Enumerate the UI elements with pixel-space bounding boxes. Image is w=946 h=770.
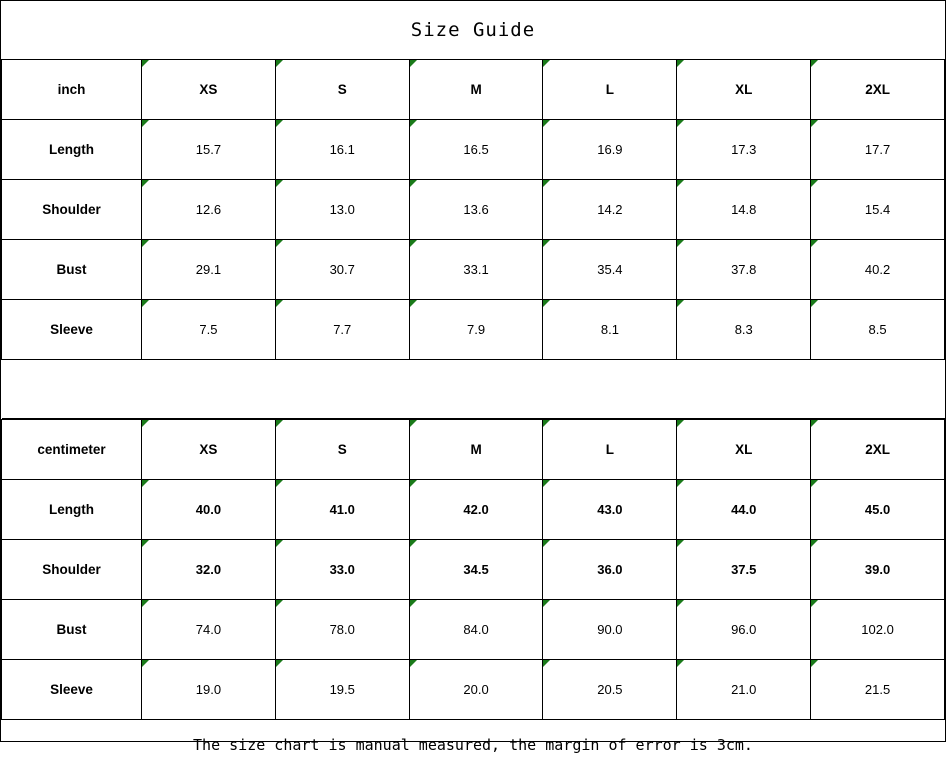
- cell-length-m: 16.5: [409, 120, 543, 180]
- table-row: [2, 540, 945, 600]
- cell-shoulder-xl: 14.8: [677, 180, 811, 240]
- cell-sleeve-xl: 8.3: [677, 300, 811, 360]
- row-label-bust: Bust: [2, 600, 142, 660]
- size-header-l: L: [543, 420, 677, 480]
- cell-length-xs: 15.7: [142, 120, 276, 180]
- size-header-xl: XL: [677, 420, 811, 480]
- cell-bust-xs: 29.1: [142, 240, 276, 300]
- cell-length-l: 16.9: [543, 120, 677, 180]
- cell-bust-s: 30.7: [275, 240, 409, 300]
- cell-shoulder-m: 34.5: [409, 540, 543, 600]
- cell-sleeve-s: 19.5: [275, 660, 409, 720]
- cell-sleeve-l: 20.5: [543, 660, 677, 720]
- cell-sleeve-xs: 19.0: [142, 660, 276, 720]
- size-header-2xl: 2XL: [811, 60, 945, 120]
- unit-label-inch: inch: [2, 60, 142, 120]
- cell-shoulder-m: 13.6: [409, 180, 543, 240]
- cell-shoulder-xs: 12.6: [142, 180, 276, 240]
- cell-sleeve-2xl: 8.5: [811, 300, 945, 360]
- cell-length-l: 43.0: [543, 480, 677, 540]
- cell-length-s: 16.1: [275, 120, 409, 180]
- table-row: [2, 240, 945, 300]
- cell-bust-xl: 37.8: [677, 240, 811, 300]
- table-row: [2, 660, 945, 720]
- inch-table-body: [2, 60, 945, 419]
- row-label-bust: Bust: [2, 240, 142, 300]
- cell-bust-xs: 74.0: [142, 600, 276, 660]
- row-label-length: Length: [2, 120, 142, 180]
- cell-length-2xl: 17.7: [811, 120, 945, 180]
- cell-shoulder-xs: 32.0: [142, 540, 276, 600]
- cell-sleeve-s: 7.7: [275, 300, 409, 360]
- measurement-disclaimer: The size chart is manual measured, the margin of error is 3cm.: [193, 736, 753, 754]
- cell-length-xs: 40.0: [142, 480, 276, 540]
- size-header-m: M: [409, 420, 543, 480]
- size-table-centimeter: [1, 419, 945, 720]
- row-label-shoulder: Shoulder: [2, 180, 142, 240]
- cell-shoulder-l: 14.2: [543, 180, 677, 240]
- size-header-s: S: [275, 420, 409, 480]
- cell-shoulder-xl: 37.5: [677, 540, 811, 600]
- cell-shoulder-s: 13.0: [275, 180, 409, 240]
- unit-label-centimeter: centimeter: [2, 420, 142, 480]
- table-row: [2, 120, 945, 180]
- cell-bust-l: 90.0: [543, 600, 677, 660]
- cell-bust-l: 35.4: [543, 240, 677, 300]
- size-header-s: S: [275, 60, 409, 120]
- cell-bust-m: 33.1: [409, 240, 543, 300]
- cell-sleeve-xl: 21.0: [677, 660, 811, 720]
- spacer-cell: [2, 360, 945, 419]
- cell-shoulder-2xl: 39.0: [811, 540, 945, 600]
- size-header-2xl: 2XL: [811, 420, 945, 480]
- cell-length-xl: 44.0: [677, 480, 811, 540]
- table-row: [2, 180, 945, 240]
- cell-length-s: 41.0: [275, 480, 409, 540]
- size-header-l: L: [543, 60, 677, 120]
- size-table-inch: [1, 59, 945, 419]
- cell-bust-2xl: 102.0: [811, 600, 945, 660]
- cell-sleeve-xs: 7.5: [142, 300, 276, 360]
- row-label-length: Length: [2, 480, 142, 540]
- cell-sleeve-m: 20.0: [409, 660, 543, 720]
- size-header-xs: XS: [142, 60, 276, 120]
- cell-shoulder-s: 33.0: [275, 540, 409, 600]
- table-header-row: [2, 420, 945, 480]
- table-row: [2, 600, 945, 660]
- cell-bust-m: 84.0: [409, 600, 543, 660]
- cell-length-2xl: 45.0: [811, 480, 945, 540]
- cell-shoulder-l: 36.0: [543, 540, 677, 600]
- row-label-sleeve: Sleeve: [2, 660, 142, 720]
- cell-length-xl: 17.3: [677, 120, 811, 180]
- size-header-xl: XL: [677, 60, 811, 120]
- cell-length-m: 42.0: [409, 480, 543, 540]
- size-tables: [1, 59, 945, 720]
- centimeter-table-body: [2, 420, 945, 720]
- page-title: Size Guide: [410, 19, 536, 41]
- cell-shoulder-2xl: 15.4: [811, 180, 945, 240]
- cell-sleeve-2xl: 21.5: [811, 660, 945, 720]
- table-row: [2, 480, 945, 540]
- cell-sleeve-l: 8.1: [543, 300, 677, 360]
- size-header-xs: XS: [142, 420, 276, 480]
- row-label-sleeve: Sleeve: [2, 300, 142, 360]
- table-spacer-row: [2, 360, 945, 419]
- cell-bust-s: 78.0: [275, 600, 409, 660]
- table-header-row: [2, 60, 945, 120]
- cell-bust-2xl: 40.2: [811, 240, 945, 300]
- row-label-shoulder: Shoulder: [2, 540, 142, 600]
- size-header-m: M: [409, 60, 543, 120]
- table-row: [2, 300, 945, 360]
- cell-sleeve-m: 7.9: [409, 300, 543, 360]
- cell-bust-xl: 96.0: [677, 600, 811, 660]
